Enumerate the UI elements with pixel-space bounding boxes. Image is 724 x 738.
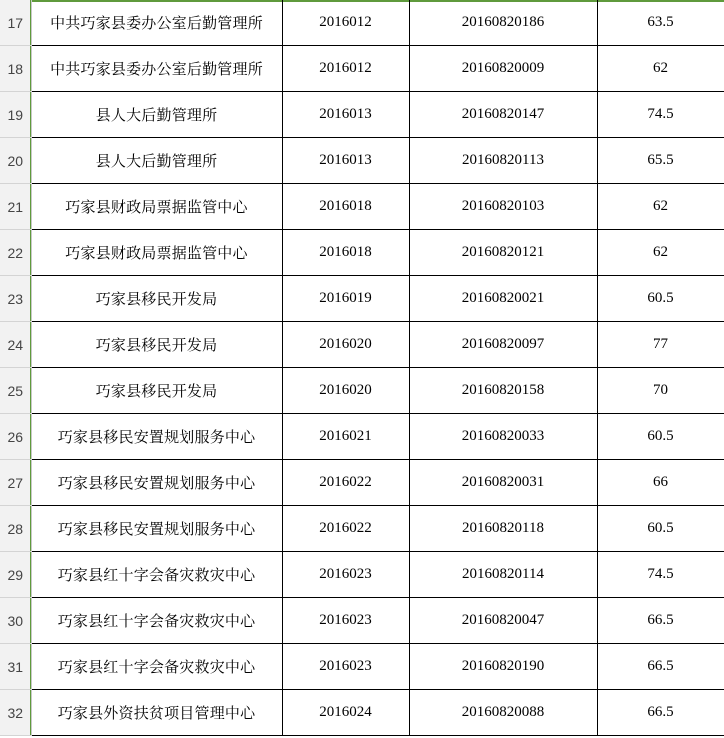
score-cell[interactable]: 66.5 xyxy=(597,644,724,690)
position-code-cell[interactable]: 2016020 xyxy=(282,368,409,414)
score-cell[interactable]: 60.5 xyxy=(597,506,724,552)
unit-name-cell[interactable]: 巧家县移民安置规划服务中心 xyxy=(31,414,282,460)
score-cell[interactable]: 62 xyxy=(597,184,724,230)
row-header-cell[interactable]: 30 xyxy=(0,598,31,644)
row-header-cell[interactable]: 20 xyxy=(0,138,31,184)
score-cell[interactable]: 66 xyxy=(597,460,724,506)
unit-name-cell[interactable]: 巧家县移民开发局 xyxy=(31,276,282,322)
table-row[interactable] xyxy=(0,506,724,552)
admission-ticket-cell[interactable]: 20160820113 xyxy=(409,138,597,184)
position-code-cell[interactable]: 2016019 xyxy=(282,276,409,322)
position-code-cell[interactable]: 2016023 xyxy=(282,644,409,690)
admission-ticket-cell[interactable]: 20160820031 xyxy=(409,460,597,506)
admission-ticket-cell[interactable]: 20160820118 xyxy=(409,506,597,552)
admission-ticket-cell[interactable]: 20160820190 xyxy=(409,644,597,690)
row-header-cell[interactable]: 23 xyxy=(0,276,31,322)
table-row[interactable] xyxy=(0,552,724,598)
unit-name-cell[interactable]: 巧家县红十字会备灾救灾中心 xyxy=(31,598,282,644)
row-header-cell[interactable]: 17 xyxy=(0,0,31,46)
table-row[interactable] xyxy=(0,184,724,230)
table-row[interactable] xyxy=(0,92,724,138)
position-code-cell[interactable]: 2016022 xyxy=(282,460,409,506)
unit-name-cell[interactable]: 巧家县财政局票据监管中心 xyxy=(31,184,282,230)
row-header-cell[interactable]: 24 xyxy=(0,322,31,368)
table-row[interactable] xyxy=(0,0,724,46)
admission-ticket-cell[interactable]: 20160820147 xyxy=(409,92,597,138)
score-cell[interactable]: 62 xyxy=(597,230,724,276)
table-row[interactable] xyxy=(0,46,724,92)
score-cell[interactable]: 66.5 xyxy=(597,598,724,644)
admission-ticket-cell[interactable]: 20160820021 xyxy=(409,276,597,322)
position-code-cell[interactable]: 2016022 xyxy=(282,506,409,552)
admission-ticket-cell[interactable]: 20160820033 xyxy=(409,414,597,460)
unit-name-cell[interactable]: 巧家县移民开发局 xyxy=(31,368,282,414)
score-cell[interactable]: 70 xyxy=(597,368,724,414)
table-row[interactable] xyxy=(0,322,724,368)
table-row[interactable] xyxy=(0,644,724,690)
position-code-cell[interactable]: 2016012 xyxy=(282,0,409,46)
row-header-cell[interactable]: 21 xyxy=(0,184,31,230)
table-row[interactable] xyxy=(0,368,724,414)
table-row[interactable] xyxy=(0,230,724,276)
position-code-cell[interactable]: 2016018 xyxy=(282,230,409,276)
row-header-cell[interactable]: 19 xyxy=(0,92,31,138)
row-header-cell[interactable]: 29 xyxy=(0,552,31,598)
unit-name-cell[interactable]: 县人大后勤管理所 xyxy=(31,138,282,184)
score-cell[interactable]: 63.5 xyxy=(597,0,724,46)
score-cell[interactable]: 62 xyxy=(597,46,724,92)
row-header-cell[interactable]: 32 xyxy=(0,690,31,736)
position-code-cell[interactable]: 2016012 xyxy=(282,46,409,92)
row-header-cell[interactable]: 31 xyxy=(0,644,31,690)
admission-ticket-cell[interactable]: 20160820097 xyxy=(409,322,597,368)
score-cell[interactable]: 60.5 xyxy=(597,414,724,460)
row-header-cell[interactable]: 25 xyxy=(0,368,31,414)
position-code-cell[interactable]: 2016020 xyxy=(282,322,409,368)
unit-name-cell[interactable]: 巧家县红十字会备灾救灾中心 xyxy=(31,552,282,598)
unit-name-cell[interactable]: 巧家县外资扶贫项目管理中心 xyxy=(31,690,282,736)
position-code-cell[interactable]: 2016024 xyxy=(282,690,409,736)
score-cell[interactable]: 66.5 xyxy=(597,690,724,736)
score-cell[interactable]: 65.5 xyxy=(597,138,724,184)
row-header-cell[interactable]: 27 xyxy=(0,460,31,506)
score-cell[interactable]: 60.5 xyxy=(597,276,724,322)
admission-ticket-cell[interactable]: 20160820047 xyxy=(409,598,597,644)
unit-name-cell[interactable]: 巧家县移民安置规划服务中心 xyxy=(31,460,282,506)
admission-ticket-cell[interactable]: 20160820088 xyxy=(409,690,597,736)
score-cell[interactable]: 74.5 xyxy=(597,552,724,598)
row-header-cell[interactable]: 22 xyxy=(0,230,31,276)
table-row[interactable] xyxy=(0,414,724,460)
unit-name-cell[interactable]: 中共巧家县委办公室后勤管理所 xyxy=(31,46,282,92)
admission-ticket-cell[interactable]: 20160820009 xyxy=(409,46,597,92)
table-row[interactable] xyxy=(0,138,724,184)
table-row[interactable] xyxy=(0,276,724,322)
position-code-cell[interactable]: 2016013 xyxy=(282,92,409,138)
unit-name-cell[interactable]: 县人大后勤管理所 xyxy=(31,92,282,138)
row-header-cell[interactable]: 26 xyxy=(0,414,31,460)
admission-ticket-cell[interactable]: 20160820158 xyxy=(409,368,597,414)
unit-name-cell[interactable]: 巧家县移民安置规划服务中心 xyxy=(31,506,282,552)
unit-name-cell[interactable]: 巧家县移民开发局 xyxy=(31,322,282,368)
row-header-cell[interactable]: 18 xyxy=(0,46,31,92)
score-cell[interactable]: 74.5 xyxy=(597,92,724,138)
admission-ticket-cell[interactable]: 20160820114 xyxy=(409,552,597,598)
position-code-cell[interactable]: 2016013 xyxy=(282,138,409,184)
admission-ticket-cell[interactable]: 20160820103 xyxy=(409,184,597,230)
unit-name-cell[interactable]: 中共巧家县委办公室后勤管理所 xyxy=(31,0,282,46)
table-row[interactable] xyxy=(0,690,724,736)
admission-ticket-cell[interactable]: 20160820121 xyxy=(409,230,597,276)
row-header-cell[interactable]: 28 xyxy=(0,506,31,552)
position-code-cell[interactable]: 2016021 xyxy=(282,414,409,460)
unit-name-cell[interactable]: 巧家县财政局票据监管中心 xyxy=(31,230,282,276)
admission-ticket-cell[interactable]: 20160820186 xyxy=(409,0,597,46)
position-code-cell[interactable]: 2016023 xyxy=(282,598,409,644)
position-code-cell[interactable]: 2016023 xyxy=(282,552,409,598)
score-cell[interactable]: 77 xyxy=(597,322,724,368)
table-row[interactable] xyxy=(0,460,724,506)
position-code-cell[interactable]: 2016018 xyxy=(282,184,409,230)
unit-name-cell[interactable]: 巧家县红十字会备灾救灾中心 xyxy=(31,644,282,690)
table-row[interactable] xyxy=(0,598,724,644)
